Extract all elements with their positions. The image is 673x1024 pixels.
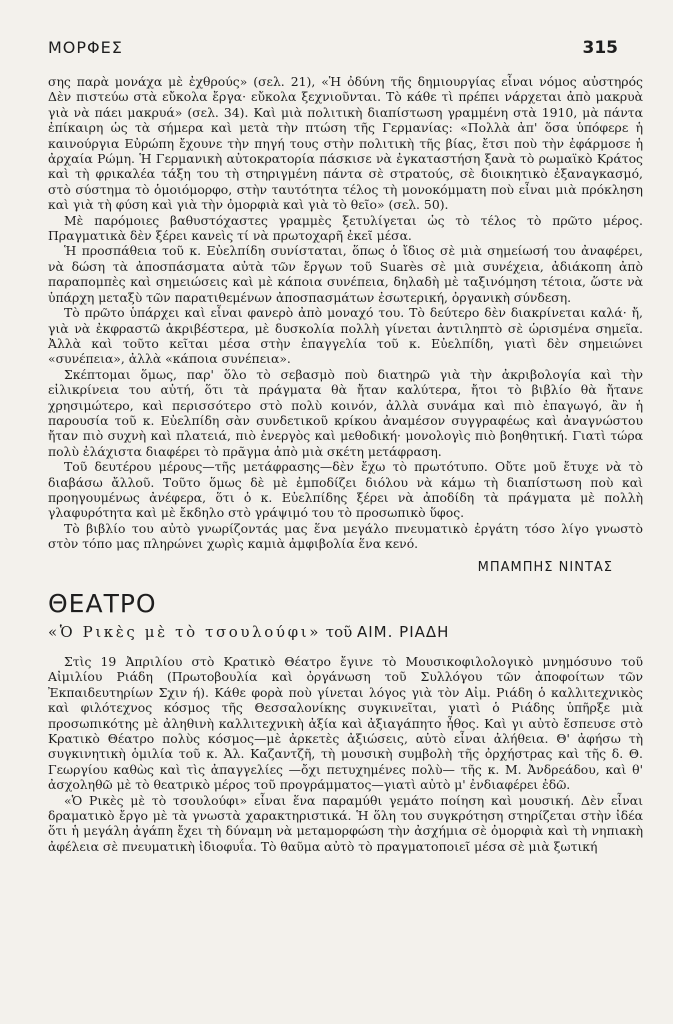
theatre-section [48,589,643,854]
page-number: 315 [582,38,618,58]
review-paragraph: Τὸ πρῶτο ὑπάρχει καὶ εἶναι φανερὸ ἀπὸ μοναχό του. Τὸ δεύτερο δὲν διακρίνεται καλά· ἤ, γιὰ νὰ ἐκφραστῶ ἀκριβέστερα, μὲ δυσκολία πολλὴ γίνεται ἀντιληπτὸ σὲ ὡρισμένα σημεῖα. Ἀλλὰ καὶ τοῦτο κεῖται μέσα στὴν ἐπαγγελία τοῦ κ. Εὐελπίδη, γιατὶ δὲν σημειώνει «συνέπεια», ἀλλὰ «κάποια συνέπεια». [48,305,643,367]
page-body [48,74,643,854]
theatre-paragraph: «Ὁ Ρικὲς μὲ τὸ τσουλούφι» εἶναι ἕνα παραμύθι γεμάτο ποίηση καὶ μουσική. Δὲν εἶναι δραματικὸ ἔργο μὲ τὰ γνωστὰ χαρακτηριστικά. Ἡ ὅλη του συγκρότηση στηρίζεται στὴν ἰδέα ὅτι ἡ μεγάλη ἀγάπη ἔχει τὴ δύναμη νὰ μεταμορφώση τὴν ἀσχήμια σὲ ὀμορφιὰ καὶ τὴ νηπιακὴ ἀφέλεια σὲ πνευματικὴ ἰδιοφυΐα. Τὸ θαῦμα αὐτὸ τὸ πραγματοποιεῖ μέσα σὲ μιὰ ξωτική [48,792,643,854]
review-paragraph: Μὲ παρόμοιες βαθυστόχαστες γραμμὲς ξετυλίγεται ὡς τὸ τέλος τὸ πρῶτο μέρος. Πραγματικὰ δὲν ξέρει κανεὶς τί νὰ πρωτοχαρῆ ἐκεῖ μέσα. [48,212,643,244]
review-paragraph: Σκέπτομαι ὅμως, παρ' ὅλο τὸ σεβασμὸ ποὺ διατηρῶ γιὰ τὴν ἀκριβολογία καὶ τὴν εἰλικρίνεια του αὐτή, ὅτι τὰ πράγματα θὰ ἤταν καλύτερα, ἤτοι τὸ βιβλίο θὰ ἤτανε χρησιμώτερο, καὶ περισσότερο στὸ πολὺ κοινόν, ἀλλὰ συνάμα καὶ πιὸ ἐπαγωγό, ἂν ἡ παρουσία τοῦ κ. Εὐελπίδη σὰν συνδετικοῦ κρίκου ἀναμέσον συγγραφέως καὶ ἀναγνώστου ἤταν πιὸ συχνὴ καὶ πλατειά, πιὸ ἐνεργὸς καὶ μεθοδική· μονολογὶς πιὸ βοηθητική. Γιατὶ τώρα πολὺ ἐλάχιστα διαφέρει τὸ πρᾶγμα ἀπὸ μιὰ σκέτη μετάφραση. [48,366,643,459]
play-title: «Ὁ Ρικὲς μὲ τὸ τσουλούφι» [48,623,321,641]
journal-title: ΜΟΡΦΕΣ [48,38,123,57]
review-paragraph: Τὸ βιβλίο του αὐτὸ γνωρίζοντάς μας ἕνα μεγάλο πνευματικὸ ἐργάτη τόσο λίγο γνωστὸ στὸν τόπο μας πληρώνει χωρὶς καμιὰ ἀμφιβολία ἕνα κενό. [48,520,643,552]
play-author: ΑΙΜ. ΡΙΑΔΗ [357,623,450,641]
play-subheading [48,622,643,642]
book-review [48,74,643,575]
running-head [48,38,618,58]
review-paragraph: σης παρὰ μονάχα μὲ ἐχθρούς» (σελ. 21), «Ἡ ὀδύνη τῆς δημιουργίας εἶναι νόμος αὐστηρός Δὲν πιστεύω στὰ εὔκολα ἔργα· εὔκολα ξεχνιοῦνται. Τὸ κάθε τὶ πρέπει νάρχεται ἀπὸ μακρυὰ γιὰ νὰ πάει μακρυά» (σελ. 34). Καὶ μιὰ πολιτικὴ διαπίστωση γραμμένη στὰ 1910, μὰ πάντα ἐπίκαιρη ὡς τὰ σήμερα καὶ μετὰ τὴν πτώση τῆς Γερμανίας: «Πολλὰ ἀπ' ὅσα ὑπόφερε ἡ καινούργια Εὐρώπη ἔχουνε τὴν πηγή τους στὴν πολιτικὴ τῆς βίας, ἔτσι ποὺ τὴν ἐφάρμοσε ἡ ἀρχαία Ρώμη. Ἡ Γερμανικὴ αὐτοκρατορία πάσκισε νὰ ἐγκαταστήση ξανὰ τὸ ρωμαϊκὸ Κράτος καὶ τὴ φρικαλέα τάξη του τὴ στηριγμένη πάντα σὲ στρατούς, σὲ διοικητικὸ ἐξαναγκασμό, στὸ σύστημα τὸ ὁμοιόμορφο, στὴν ταυτότητα τέλος τὴ μονοκόμματη ποὺ εἶναι μιὰ πρόκληση καὶ γιὰ τὴ φύση καὶ γιὰ τὴν ὀμορφιὰ καὶ γιὰ τὸ θεῖο» (σελ. 50). [48,74,643,213]
by-word: τοῦ [325,623,353,641]
section-heading: ΘΕΑΤΡΟ [48,589,157,618]
review-paragraph: Τοῦ δευτέρου μέρους—τῆς μετάφρασης—δὲν ἔχω τὸ πρωτότυπο. Οὔτε μοῦ ἔτυχε νὰ τὸ διαβάσω ἄλλοῦ. Τοῦτο ὅμως δὲ μὲ ἐμποδίζει διόλου νὰ κάμω τὴ διαπίστωση ποὺ καὶ προηγουμένως ἀνέφερα, ὅτι ὁ κ. Εὐελπίδης ξέρει νὰ ἀποδίδη τὰ πράγματα μὲ πολλὴ γλαφυρότητα καὶ μὲ ἔκδηλο στὸ γράψιμό του τὸ προσωπικὸ ὕφος. [48,459,643,521]
review-paragraph: Ἡ προσπάθεια τοῦ κ. Εὐελπίδη συνίσταται, ὅπως ὁ ἴδιος σὲ μιὰ σημείωσή του ἀναφέρει, νὰ δώση τὰ ἀποσπάσματα αὐτὰ τῶν ἔργων τοῦ Suarès σὲ μιὰ συνέχεια, ἀδιάκοπη ἀπὸ παραπομπὲς καὶ σημειώσεις καὶ μὲ κάποια συνέπεια, δηλαδὴ μὲ ταξινόμηση τέτοια, ὥστε νὰ ὑπάρχη μεταξὺ τῶν παρατιθεμένων ἀποσπασμάτων ἐσωτερική, ὀργανικὴ σύνδεση. [48,243,643,305]
review-signature: ΜΠΑΜΠΗΣ ΝΙΝΤΑΣ [477,559,613,575]
theatre-paragraph: Στὶς 19 Ἀπριλίου στὸ Κρατικὸ Θέατρο ἔγινε τὸ Μουσικοφιλολογικὸ μνημόσυνο τοῦ Αἰμιλίου Ριάδη (Πρωτοβουλία καὶ ὀργάνωση τοῦ Συλλόγου τῶν ἀποφοίτων τῶν Ἐκπαιδευτηρίων Σχιν ή). Κάθε φορὰ ποὺ γίνεται λόγος γιὰ τὸν Αἰμ. Ριάδη ὁ καλλιτεχνικὸς καὶ φιλότεχνος κόσμος τῆς Θεσσαλονίκης συγκινεῖται, γιατὶ ὁ Ριάδης ὑπῆρξε μιὰ προσωπικότης μὲ ἀληθινὴ καλλιτεχνικὴ ἀξία καὶ ἀξιαγάπητο ἦθος. Καὶ γι αὐτὸ ἔσπευσε στὸ Κρατικὸ Θέατρο πολὺς κόσμος—μὲ ἀρκετὲς ἀξιώσεις, αὐτὸ εἶναι ἀλήθεια. Θ' ἀφήσω τὴ συγκινητικὴ ὁμιλία τοῦ κ. Ἀλ. Καζαντζῆ, τὴ μουσικὴ συμβολὴ τῆς ὀρχήστρας καὶ τῆς δ. Θ. Γεωργίου καθὼς καὶ τὶς ἀπαγγελίες —ὄχι πετυχημένες πολὺ— τῆς κ. Μ. Ἀνδρεάδου, καὶ θ' ἀσχοληθῶ μὲ τὸ θεατρικὸ μέρος τοῦ προγράμματος—γιατὶ αὐτὸ μ' ἐνδιαφέρει ἐδῶ. [48,654,643,793]
